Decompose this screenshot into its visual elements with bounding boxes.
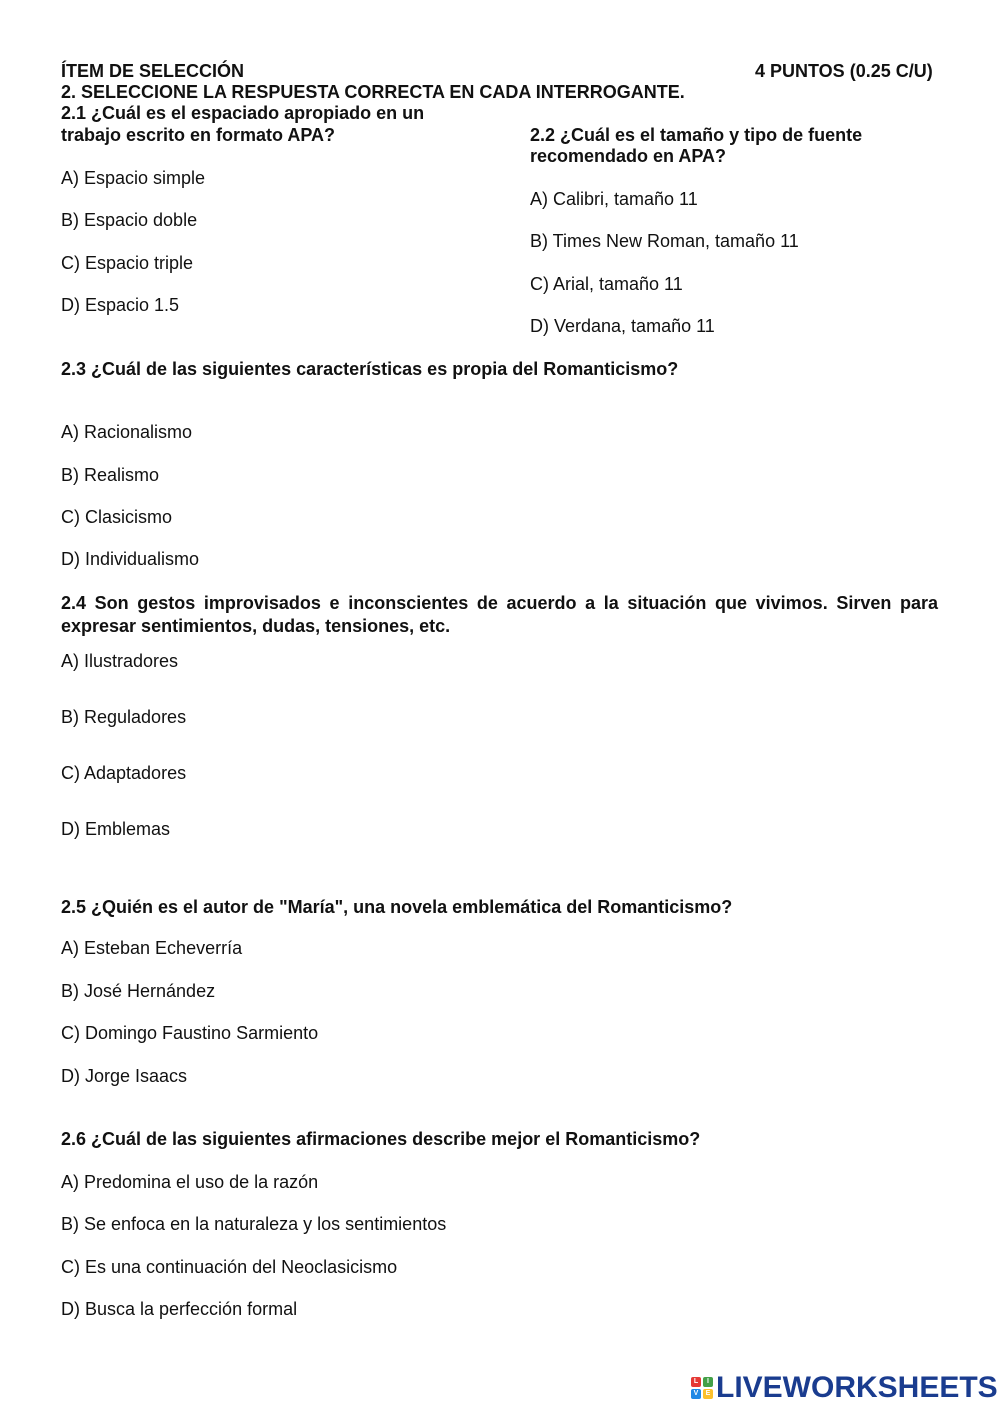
q4-option-a[interactable]: A) Ilustradores [61, 651, 179, 671]
item-title: ÍTEM DE SELECCIÓN [61, 61, 245, 81]
points-label: 4 PUNTOS (0.25 C/U) [755, 61, 933, 81]
q3-option-a[interactable]: A) Racionalismo [61, 422, 193, 442]
logo-tile-l: L [691, 1377, 701, 1387]
q1-option-a[interactable]: A) Espacio simple [61, 168, 206, 188]
q4-option-d[interactable]: D) Emblemas [61, 819, 171, 839]
logo-tile-e: E [703, 1389, 713, 1399]
q4-option-b[interactable]: B) Reguladores [61, 707, 187, 727]
q1-option-d[interactable]: D) Espacio 1.5 [61, 295, 180, 315]
question-2-2-line2: recomendado en APA? [530, 146, 727, 166]
q2-option-b[interactable]: B) Times New Roman, tamaño 11 [530, 231, 799, 251]
liveworksheets-logo-icon [691, 1377, 713, 1399]
liveworksheets-logo-text: LIVEWORKSHEETS [716, 1371, 998, 1404]
logo-tile-v: V [691, 1389, 701, 1399]
question-2-3: 2.3 ¿Cuál de las siguientes características es propia del Romanticismo? [61, 359, 679, 379]
question-2-5: 2.5 ¿Quién es el autor de "María", una novela emblemática del Romanticismo? [61, 897, 733, 917]
q3-option-c[interactable]: C) Clasicismo [61, 507, 173, 527]
logo-tile-i: I [703, 1377, 713, 1387]
q6-option-a[interactable]: A) Predomina el uso de la razón [61, 1172, 319, 1192]
question-2-6: 2.6 ¿Cuál de las siguientes afirmaciones describe mejor el Romanticismo? [61, 1129, 701, 1149]
q2-option-d[interactable]: D) Verdana, tamaño 11 [530, 316, 715, 336]
question-2-1-line1: 2.1 ¿Cuál es el espaciado apropiado en un [61, 103, 425, 123]
q5-option-d[interactable]: D) Jorge Isaacs [61, 1066, 188, 1086]
q5-option-a[interactable]: A) Esteban Echeverría [61, 938, 243, 958]
q4-option-c[interactable]: C) Adaptadores [61, 763, 187, 783]
q3-option-b[interactable]: B) Realismo [61, 465, 160, 485]
q1-option-b[interactable]: B) Espacio doble [61, 210, 198, 230]
q2-option-a[interactable]: A) Calibri, tamaño 11 [530, 189, 698, 209]
q5-option-c[interactable]: C) Domingo Faustino Sarmiento [61, 1023, 319, 1043]
q6-option-d[interactable]: D) Busca la perfección formal [61, 1299, 298, 1319]
instruction: 2. SELECCIONE LA RESPUESTA CORRECTA EN CADA INTERROGANTE. [61, 82, 685, 102]
question-2-1-line2: trabajo escrito en formato APA? [61, 125, 336, 145]
q6-option-b[interactable]: B) Se enfoca en la naturaleza y los sentimientos [61, 1214, 447, 1234]
question-2-2-line1: 2.2 ¿Cuál es el tamaño y tipo de fuente [530, 125, 863, 145]
q1-option-c[interactable]: C) Espacio triple [61, 253, 194, 273]
q3-option-d[interactable]: D) Individualismo [61, 549, 200, 569]
q5-option-b[interactable]: B) José Hernández [61, 981, 216, 1001]
q2-option-c[interactable]: C) Arial, tamaño 11 [530, 274, 683, 294]
q6-option-c[interactable]: C) Es una continuación del Neoclasicismo [61, 1257, 398, 1277]
liveworksheets-logo [691, 1373, 998, 1403]
question-2-4: 2.4 Son gestos improvisados e inconscientes de acuerdo a la situación que vivimos. Sirven para expresar sentimientos, dudas, tensiones, etc. [61, 593, 938, 636]
